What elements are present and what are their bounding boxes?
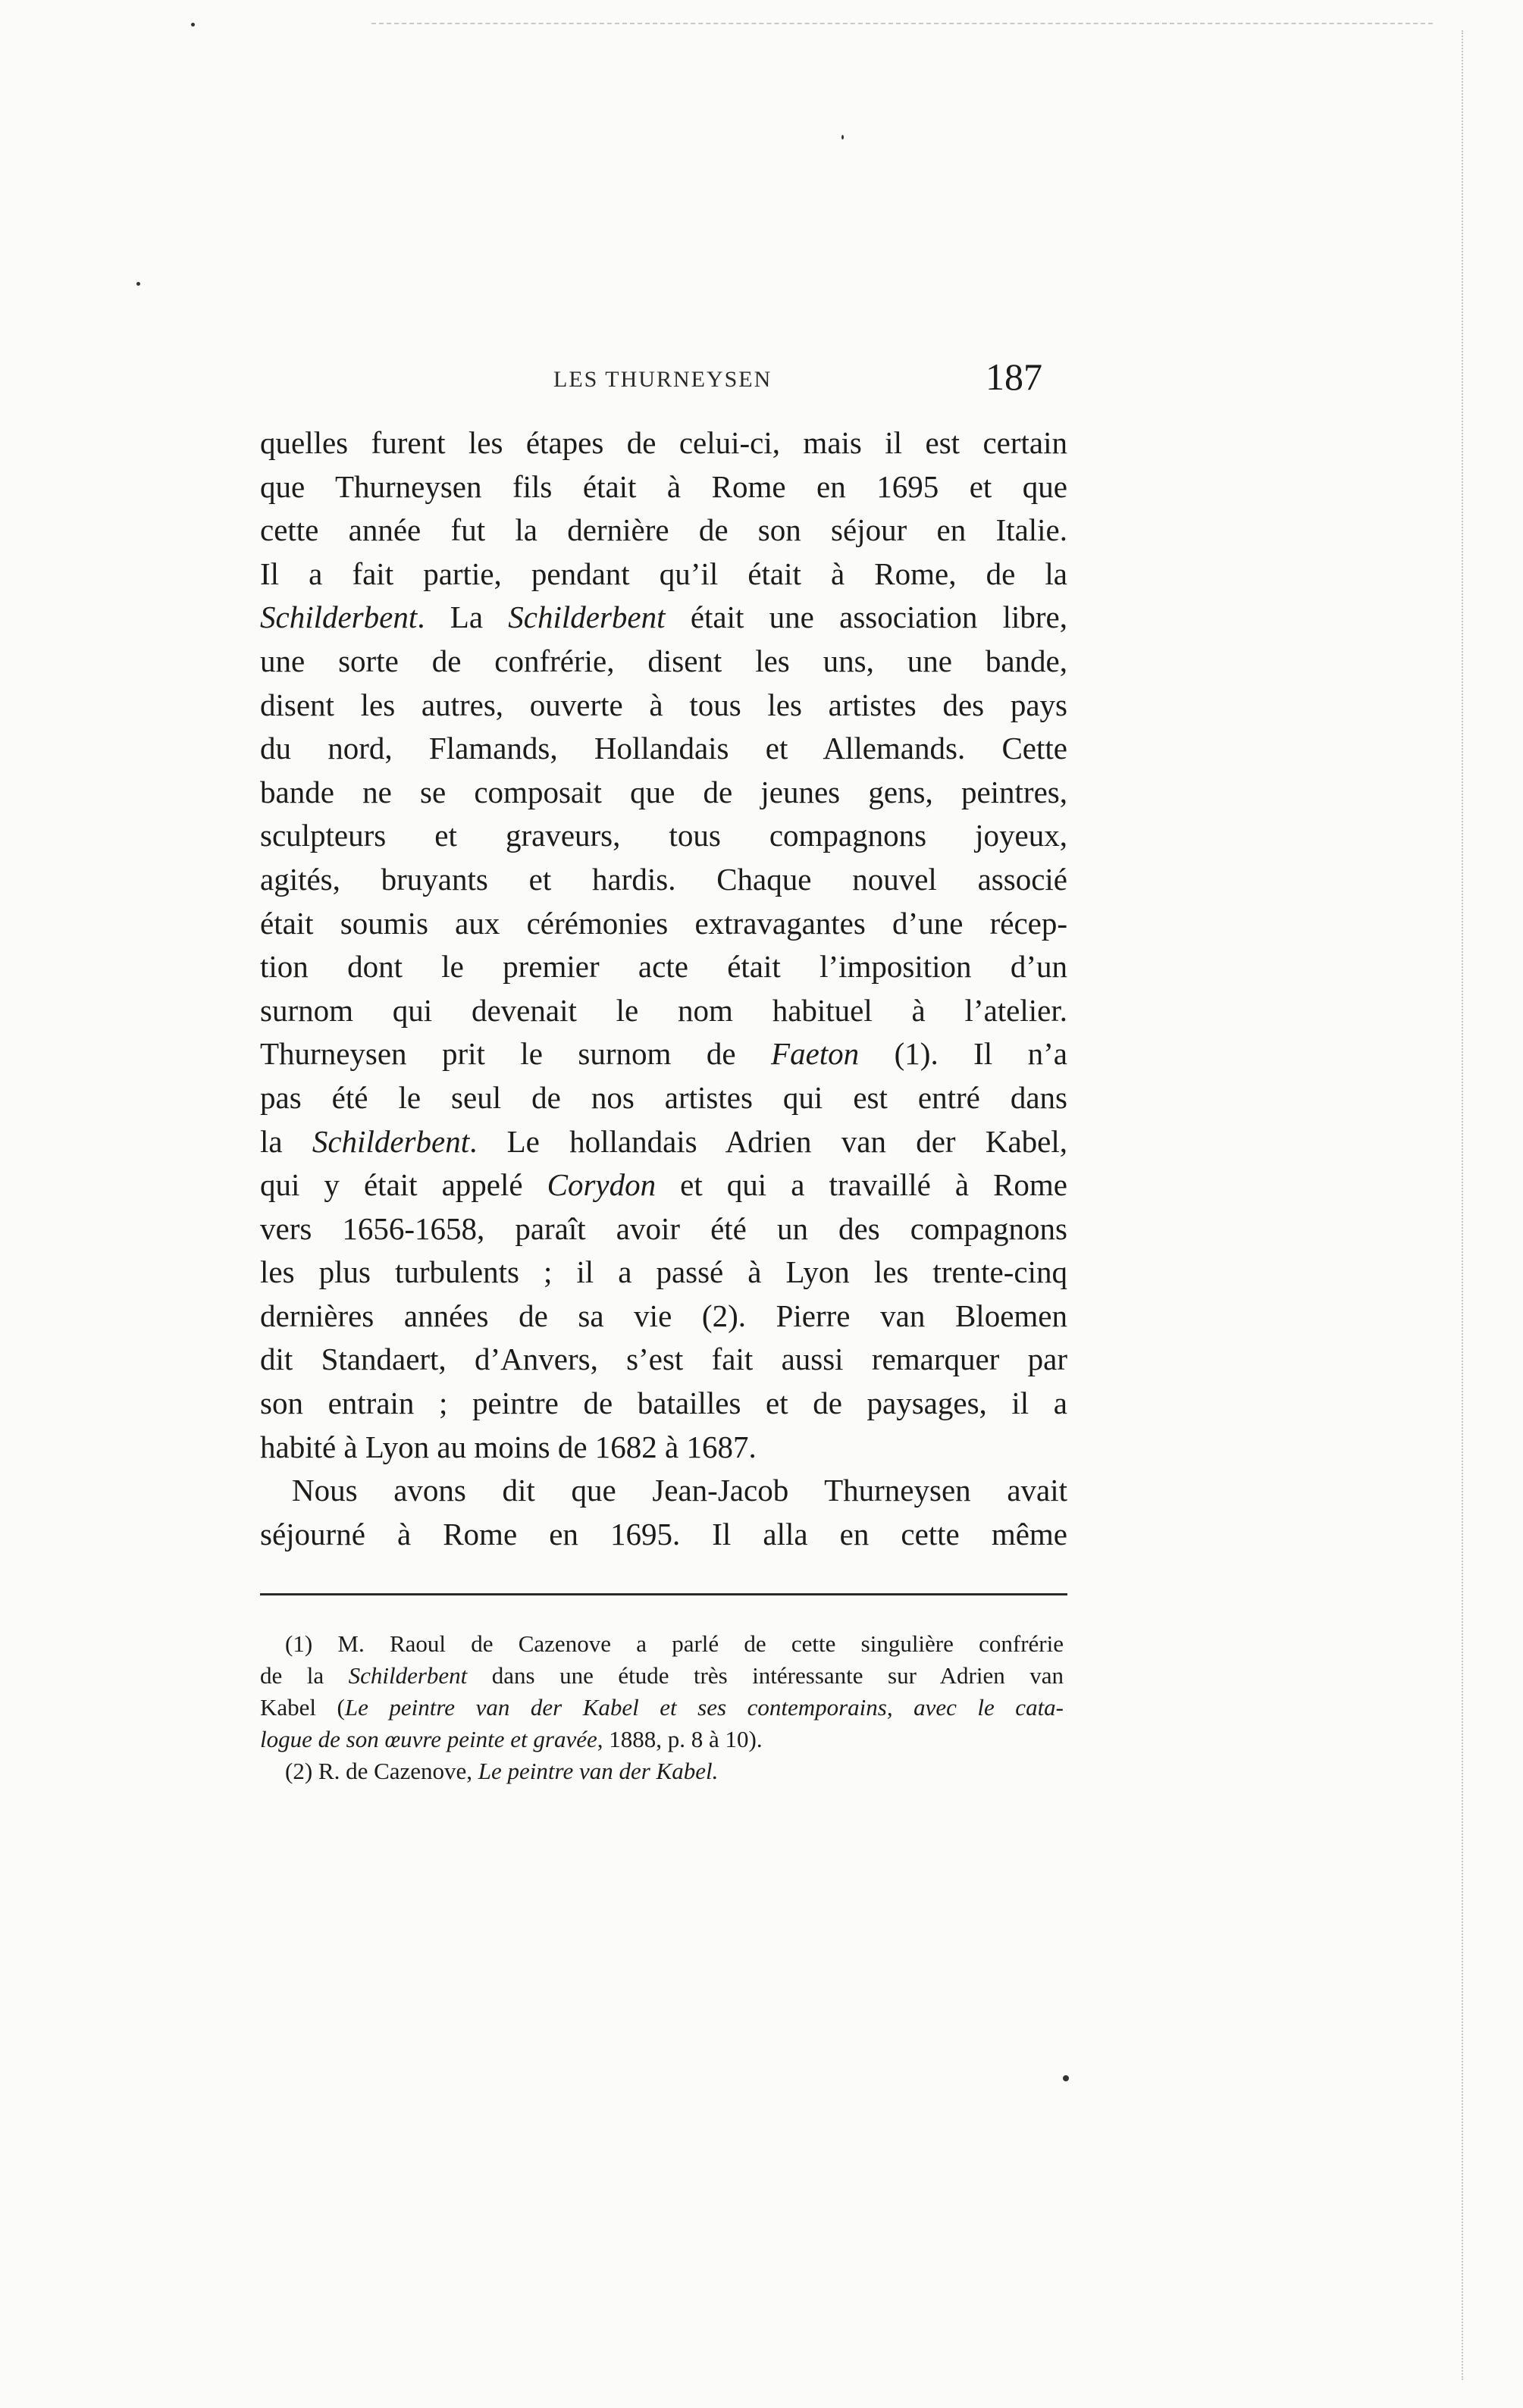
text-line: agités, bruyants et hardis. Chaque nouvel associé — [260, 861, 1067, 897]
text-line: Nous avons dit que Jean-Jacob Thurneysen avait — [292, 1473, 1067, 1508]
text-line: Schilderbent. La Schilderbent était une association libre, — [260, 600, 1067, 635]
text-line: quelles furent les étapes de celui-ci, mais il est certain — [260, 425, 1067, 460]
footnote-line: (1) M. Raoul de Cazenove a parlé de cette singulière confrérie — [285, 1630, 1064, 1657]
text-line: tion dont le premier acte était l’imposition d’un — [260, 949, 1067, 985]
footnotes — [260, 1628, 1064, 1787]
text-line: cette année fut la dernière de son séjour en Italie. — [260, 512, 1067, 548]
text-line: Thurneysen prit le surnom de Faeton (1). Il n’a — [260, 1036, 1067, 1072]
main-text — [260, 421, 1067, 1556]
text-line: Il a fait partie, pendant qu’il était à Rome, de la — [260, 556, 1067, 591]
scan-edge-top — [371, 23, 1433, 24]
footnote-rule — [260, 1593, 1067, 1595]
text-line: sculpteurs et graveurs, tous compagnons joyeux, — [260, 818, 1067, 853]
running-head: LES THURNEYSEN — [553, 367, 772, 392]
scan-edge-right — [1462, 30, 1463, 2380]
text-line: disent les autres, ouverte à tous les artistes des pays — [260, 687, 1067, 722]
text-line: les plus turbulents ; il a passé à Lyon les trente-cinq — [260, 1254, 1067, 1290]
footnote-line: de la Schilderbent dans une étude très intéressante sur Adrien van — [260, 1662, 1064, 1689]
scan-speck — [841, 135, 844, 139]
text-line: pas été le seul de nos artistes qui est entré dans — [260, 1079, 1067, 1115]
footnote-line: logue de son œuvre peinte et gravée, 1888, p. 8 à 10). — [260, 1726, 763, 1752]
text-line: la Schilderbent. Le hollandais Adrien van der Kabel, — [260, 1123, 1067, 1159]
text-line: était soumis aux cérémonies extravagantes d’une récep- — [260, 905, 1067, 941]
text-line: habité à Lyon au moins de 1682 à 1687. — [260, 1429, 757, 1464]
scan-speck — [191, 23, 195, 27]
text-line: vers 1656-1658, paraît avoir été un des compagnons — [260, 1210, 1067, 1246]
text-line: que Thurneysen fils était à Rome en 1695 et que — [260, 468, 1067, 504]
text-line: une sorte de confrérie, disent les uns, une bande, — [260, 643, 1067, 678]
footnote-line: (2) R. de Cazenove, Le peintre van der Kabel. — [285, 1758, 719, 1784]
footnote-line: Kabel (Le peintre van der Kabel et ses contemporains, avec le cata- — [260, 1694, 1064, 1721]
text-line: du nord, Flamands, Hollandais et Allemands. Cette — [260, 731, 1067, 766]
text-line: séjourné à Rome en 1695. Il alla en cette même — [260, 1516, 1067, 1552]
scan-speck — [1063, 2075, 1069, 2081]
text-line: qui y était appelé Corydon et qui a travaillé à Rome — [260, 1167, 1068, 1203]
text-line: dit Standaert, d’Anvers, s’est fait aussi remarquer par — [260, 1342, 1067, 1377]
text-line: surnom qui devenait le nom habituel à l’atelier. — [260, 992, 1067, 1028]
page-number: 187 — [986, 355, 1042, 398]
text-line: son entrain ; peintre de batailles et de paysages, il a — [260, 1386, 1067, 1421]
scan-speck — [136, 282, 140, 286]
text-line: dernières années de sa vie (2). Pierre van Bloemen — [260, 1298, 1067, 1333]
text-line: bande ne se composait que de jeunes gens, peintres, — [260, 774, 1067, 809]
